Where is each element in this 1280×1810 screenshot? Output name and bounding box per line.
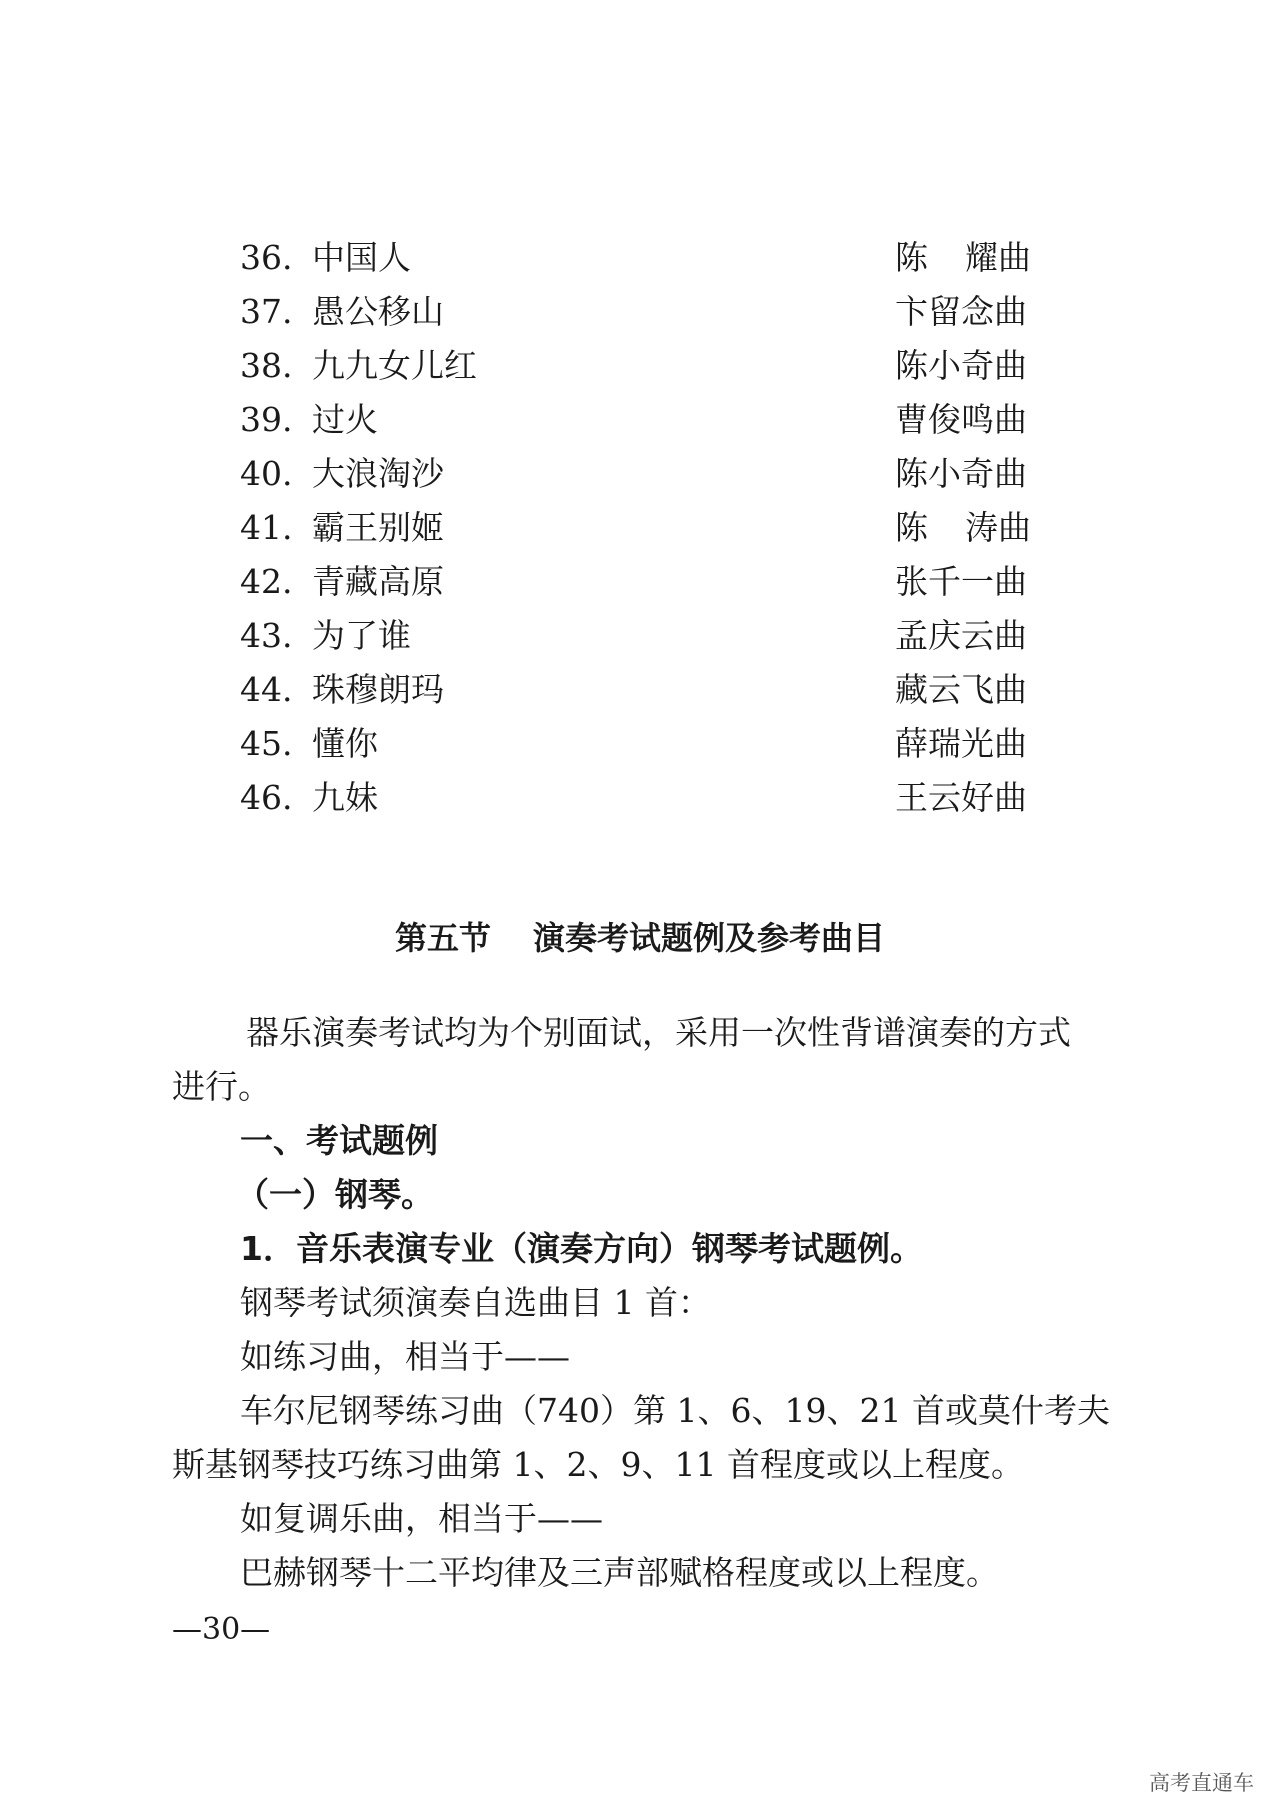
composer: 陈小奇曲 <box>895 454 1027 493</box>
heading-exam-examples: 一、考试题例 <box>240 1121 438 1160</box>
item-number: 43. <box>240 616 293 655</box>
paragraph: 车尔尼钢琴练习曲（740）第 1、6、19、21 首或莫什考夫 <box>240 1391 1110 1430</box>
paragraph: 巴赫钢琴十二平均律及三声部赋格程度或以上程度。 <box>240 1553 999 1592</box>
song-title: 珠穆朗玛 <box>312 670 444 709</box>
item-number: 41. <box>240 508 293 547</box>
list-item <box>0 448 1280 500</box>
item-number: 36. <box>240 238 293 277</box>
list-item <box>0 664 1280 716</box>
item-number: 45. <box>240 724 293 763</box>
page-number: —30— <box>172 1612 271 1647</box>
song-title: 青藏高原 <box>312 562 444 601</box>
song-title: 懂你 <box>312 724 378 763</box>
song-title: 为了谁 <box>312 616 411 655</box>
item-number: 39. <box>240 400 293 439</box>
list-item <box>0 610 1280 662</box>
item-number: 37. <box>240 292 293 331</box>
composer: 陈小奇曲 <box>895 346 1027 385</box>
song-title: 九九女儿红 <box>312 346 477 385</box>
composer: 薛瑞光曲 <box>895 724 1027 763</box>
composer: 藏云飞曲 <box>895 670 1027 709</box>
song-title: 九妹 <box>312 778 378 817</box>
intro-line-1: 器乐演奏考试均为个别面试，采用一次性背谱演奏的方式 <box>246 1013 1071 1052</box>
composer: 曹俊鸣曲 <box>895 400 1027 439</box>
song-title: 中国人 <box>312 238 411 277</box>
list-item <box>0 394 1280 446</box>
list-item: 36. 中国人 陈 耀曲 <box>0 232 1280 284</box>
paragraph: 如练习曲，相当于—— <box>240 1337 570 1376</box>
list-item <box>0 556 1280 608</box>
composer: 王云好曲 <box>895 778 1027 817</box>
item-number: 46. <box>240 778 293 817</box>
item-number: 42. <box>240 562 293 601</box>
song-title: 霸王别姬 <box>312 508 444 547</box>
song-title: 愚公移山 <box>312 292 444 331</box>
list-item <box>0 772 1280 824</box>
composer: 张千一曲 <box>895 562 1027 601</box>
list-item: 41. 霸王别姬 陈 涛曲 <box>0 502 1280 554</box>
watermark: 高考直通车 <box>1149 1771 1254 1795</box>
heading-piano-performance: 1．音乐表演专业（演奏方向）钢琴考试题例。 <box>240 1229 923 1268</box>
heading-piano: （一）钢琴。 <box>236 1175 434 1214</box>
item-number: 38. <box>240 346 293 385</box>
item-number: 44. <box>240 670 293 709</box>
list-item <box>0 718 1280 770</box>
paragraph: 斯基钢琴技巧练习曲第 1、2、9、11 首程度或以上程度。 <box>172 1445 1024 1484</box>
list-item <box>0 286 1280 338</box>
song-title: 大浪淘沙 <box>312 454 444 493</box>
song-title: 过火 <box>312 400 378 439</box>
paragraph: 如复调乐曲，相当于—— <box>240 1499 603 1538</box>
composer: 孟庆云曲 <box>895 616 1027 655</box>
section-title: 第五节 演奏考试题例及参考曲目 <box>394 919 886 957</box>
list-item <box>0 340 1280 392</box>
intro-line-2: 进行。 <box>172 1067 271 1106</box>
item-number: 40. <box>240 454 293 493</box>
paragraph: 钢琴考试须演奏自选曲目 1 首： <box>240 1283 711 1322</box>
composer: 卞留念曲 <box>895 292 1027 331</box>
